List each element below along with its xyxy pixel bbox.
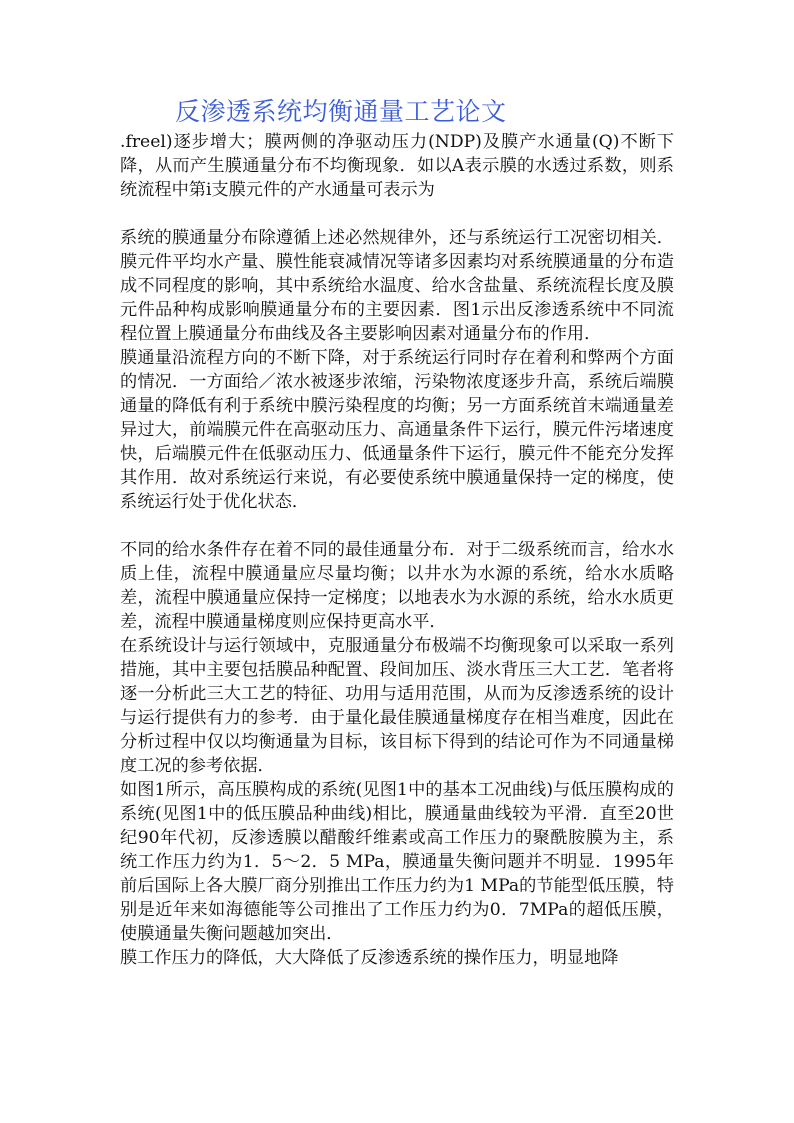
document-title: 反渗透系统均衡通量工艺论文 — [175, 97, 507, 126]
paragraph-2: 系统的膜通量分布除遵循上述必然规律外，还与系统运行工况密切相关．膜元件平均水产量、膜性能衰减情况等诸多因素均对系统膜通量的分布造成不同程度的影响，其中系统给水温度、给水含盐量、系统流程长度及膜元件品种构成影响膜通量分布的主要因素．图1示出反渗透系统中不同流程位置上膜通量分布曲线及各主要影响因素对通量分布的作用． — [120, 228, 674, 344]
paragraph-gap — [120, 202, 674, 226]
paragraph-1: .freel)逐步增大；膜两侧的净驱动压力(NDP)及膜产水通量(Q)不断下降，从而产生膜通量分布不均衡现象．如以A表示膜的水透过系数，则系统流程中第i支膜元件的产水通量可表示为 — [120, 132, 674, 200]
paragraph-7: 膜工作压力的降低，大大降低了反渗透系统的操作压力，明显地降 — [120, 948, 619, 968]
paragraph-gap — [120, 514, 674, 538]
paragraph-6: 如图1所示，高压膜构成的系统(见图1中的基本工况曲线)与低压膜构成的系统(见图1中的低压膜品种曲线)相比，膜通量曲线较为平滑．直至20世纪90年代初，反渗透膜以醋酸纤维素或高工作压力的聚酰胺膜为主，系统工作压力约为1．5～2．5 MPa，膜通量失衡问题并不明显．1995年前后国际上各大膜厂商分别推出工作压力约为1 MPa的节能型低压膜，特别是近年来如海德能等公司推出了工作压力约为0．7MPa的超低压膜，使膜通量失衡问题越加突出． — [120, 780, 674, 944]
paragraph-3: 膜通量沿流程方向的不断下降，对于系统运行同时存在着利和弊两个方面的情况．一方面给／浓水被逐步浓缩，污染物浓度逐步升高，系统后端膜通量的降低有利于系统中膜污染程度的均衡；另一方面系统首末端通量差异过大，前端膜元件在高驱动压力、高通量条件下运行，膜元件污堵速度快，后端膜元件在低驱动压力、低通量条件下运行，膜元件不能充分发挥其作用．故对系统运行来说，有必要使系统中膜通量保持一定的梯度，使系统运行处于优化状态． — [120, 348, 674, 512]
paragraph-5: 在系统设计与运行领域中，克服通量分布极端不均衡现象可以采取一系列措施，其中主要包括膜品种配置、段间加压、淡水背压三大工艺．笔者将逐一分析此三大工艺的特征、功用与适用范围，从而为反渗透系统的设计与运行提供有力的参考．由于量化最佳膜通量梯度存在相当难度，因此在分析过程中仅以均衡通量为目标，该目标下得到的结论可作为不同通量梯度工况的参考依据． — [120, 636, 674, 776]
paragraph-4: 不同的给水条件存在着不同的最佳通量分布．对于二级系统而言，给水水质上佳，流程中膜通量应尽量均衡；以井水为水源的系统，给水水质略差，流程中膜通量应保持一定梯度；以地表水为水源的系统，给水水质更差，流程中膜通量梯度则应保持更高水平． — [120, 540, 674, 632]
document-body — [120, 130, 674, 970]
